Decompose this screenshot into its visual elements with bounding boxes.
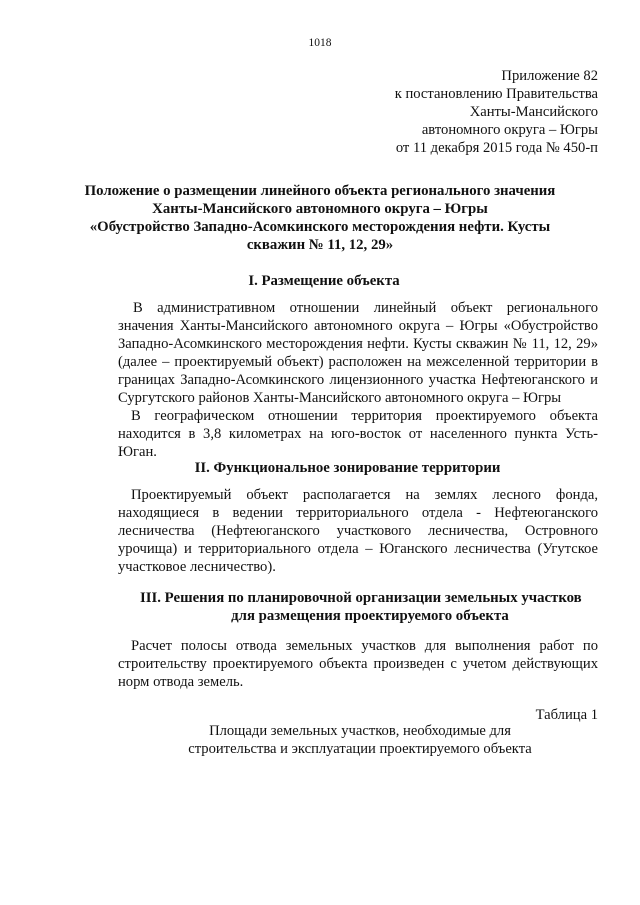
paragraph-line: участковое лесничество). [118,559,276,575]
page-number: 1018 [308,37,332,49]
paragraph-line: В географическом отношении территория проектируемого объекта [131,408,598,424]
appendix-header [395,67,598,157]
section1-paragraph-1 [118,299,598,407]
section1-paragraph-2 [118,407,598,460]
paragraph-line: норм отвода земель. [118,674,244,690]
paragraph-line: строительству проектируемого объекта произведен с учетом действующих [118,656,598,672]
appendix-line: к постановлению Правительства [394,86,598,102]
title-line: Положение о размещении линейного объекта регионального значения [84,183,556,199]
appendix-line: Ханты-Мансийского [469,104,598,120]
section-heading-1: I. Размещение объекта [248,273,400,289]
paragraph-line: Сургутского районов Ханты-Мансийского автономного округа – Югры [118,390,562,406]
title-line: Ханты-Мансийского автономного округа – Югры [152,201,488,217]
heading-line: III. Решения по планировочной организации земельных участков [140,590,582,606]
appendix-line: от 11 декабря 2015 года № 450-п [395,140,598,156]
paragraph-line: находящиеся в ведении территориального отдела - Нефтеюганского [118,505,598,521]
heading-line: для размещения проектируемого объекта [231,608,509,624]
paragraph-line: лесничества (Нефтеюганского участкового лесничества, Островного [118,523,598,539]
paragraph-line: урочища) и территориального отдела – Юганского лесничества (Угутское [118,541,598,557]
appendix-line: Приложение 82 [501,68,598,84]
paragraph-line: Расчет полосы отвода земельных участков для выполнения работ по [131,638,598,654]
caption-line: Площади земельных участков, необходимые для [209,723,511,739]
paragraph-line: Западно-Асомкинского месторождения нефти. Кусты скважин № 11, 12, 29» [118,336,598,352]
paragraph-line: Проектируемый объект располагается на землях лесного фонда, [131,487,598,503]
paragraph-line: значения Ханты-Мансийского автономного округа – Югры «Обустройство [118,318,598,334]
paragraph-line: границах Западно-Асомкинского лицензионного участка Нефтеюганского и [118,372,598,388]
document-title [80,182,560,254]
title-line: «Обустройство Западно-Асомкинского месторождения нефти. Кусты [89,219,551,235]
caption-line: строительства и эксплуатации проектируемого объекта [188,741,532,757]
table-label: Таблица 1 [535,707,598,723]
paragraph-line: В административном отношении линейный объект регионального [133,300,598,316]
section2-paragraph-1 [118,486,598,576]
paragraph-line: (далее – проектируемый объект) расположен на межселенной территории в [118,354,598,370]
paragraph-line: находится в 3,8 километрах на юго-восток от населенного пункта Усть-Юган. [118,426,598,460]
title-line: скважин № 11, 12, 29» [246,237,394,253]
appendix-line: автономного округа – Югры [421,122,598,138]
section-heading-2: II. Функциональное зонирование территории [194,460,501,476]
table-caption [120,722,600,758]
section-heading-3 [140,589,600,625]
section3-paragraph-1 [118,637,598,691]
